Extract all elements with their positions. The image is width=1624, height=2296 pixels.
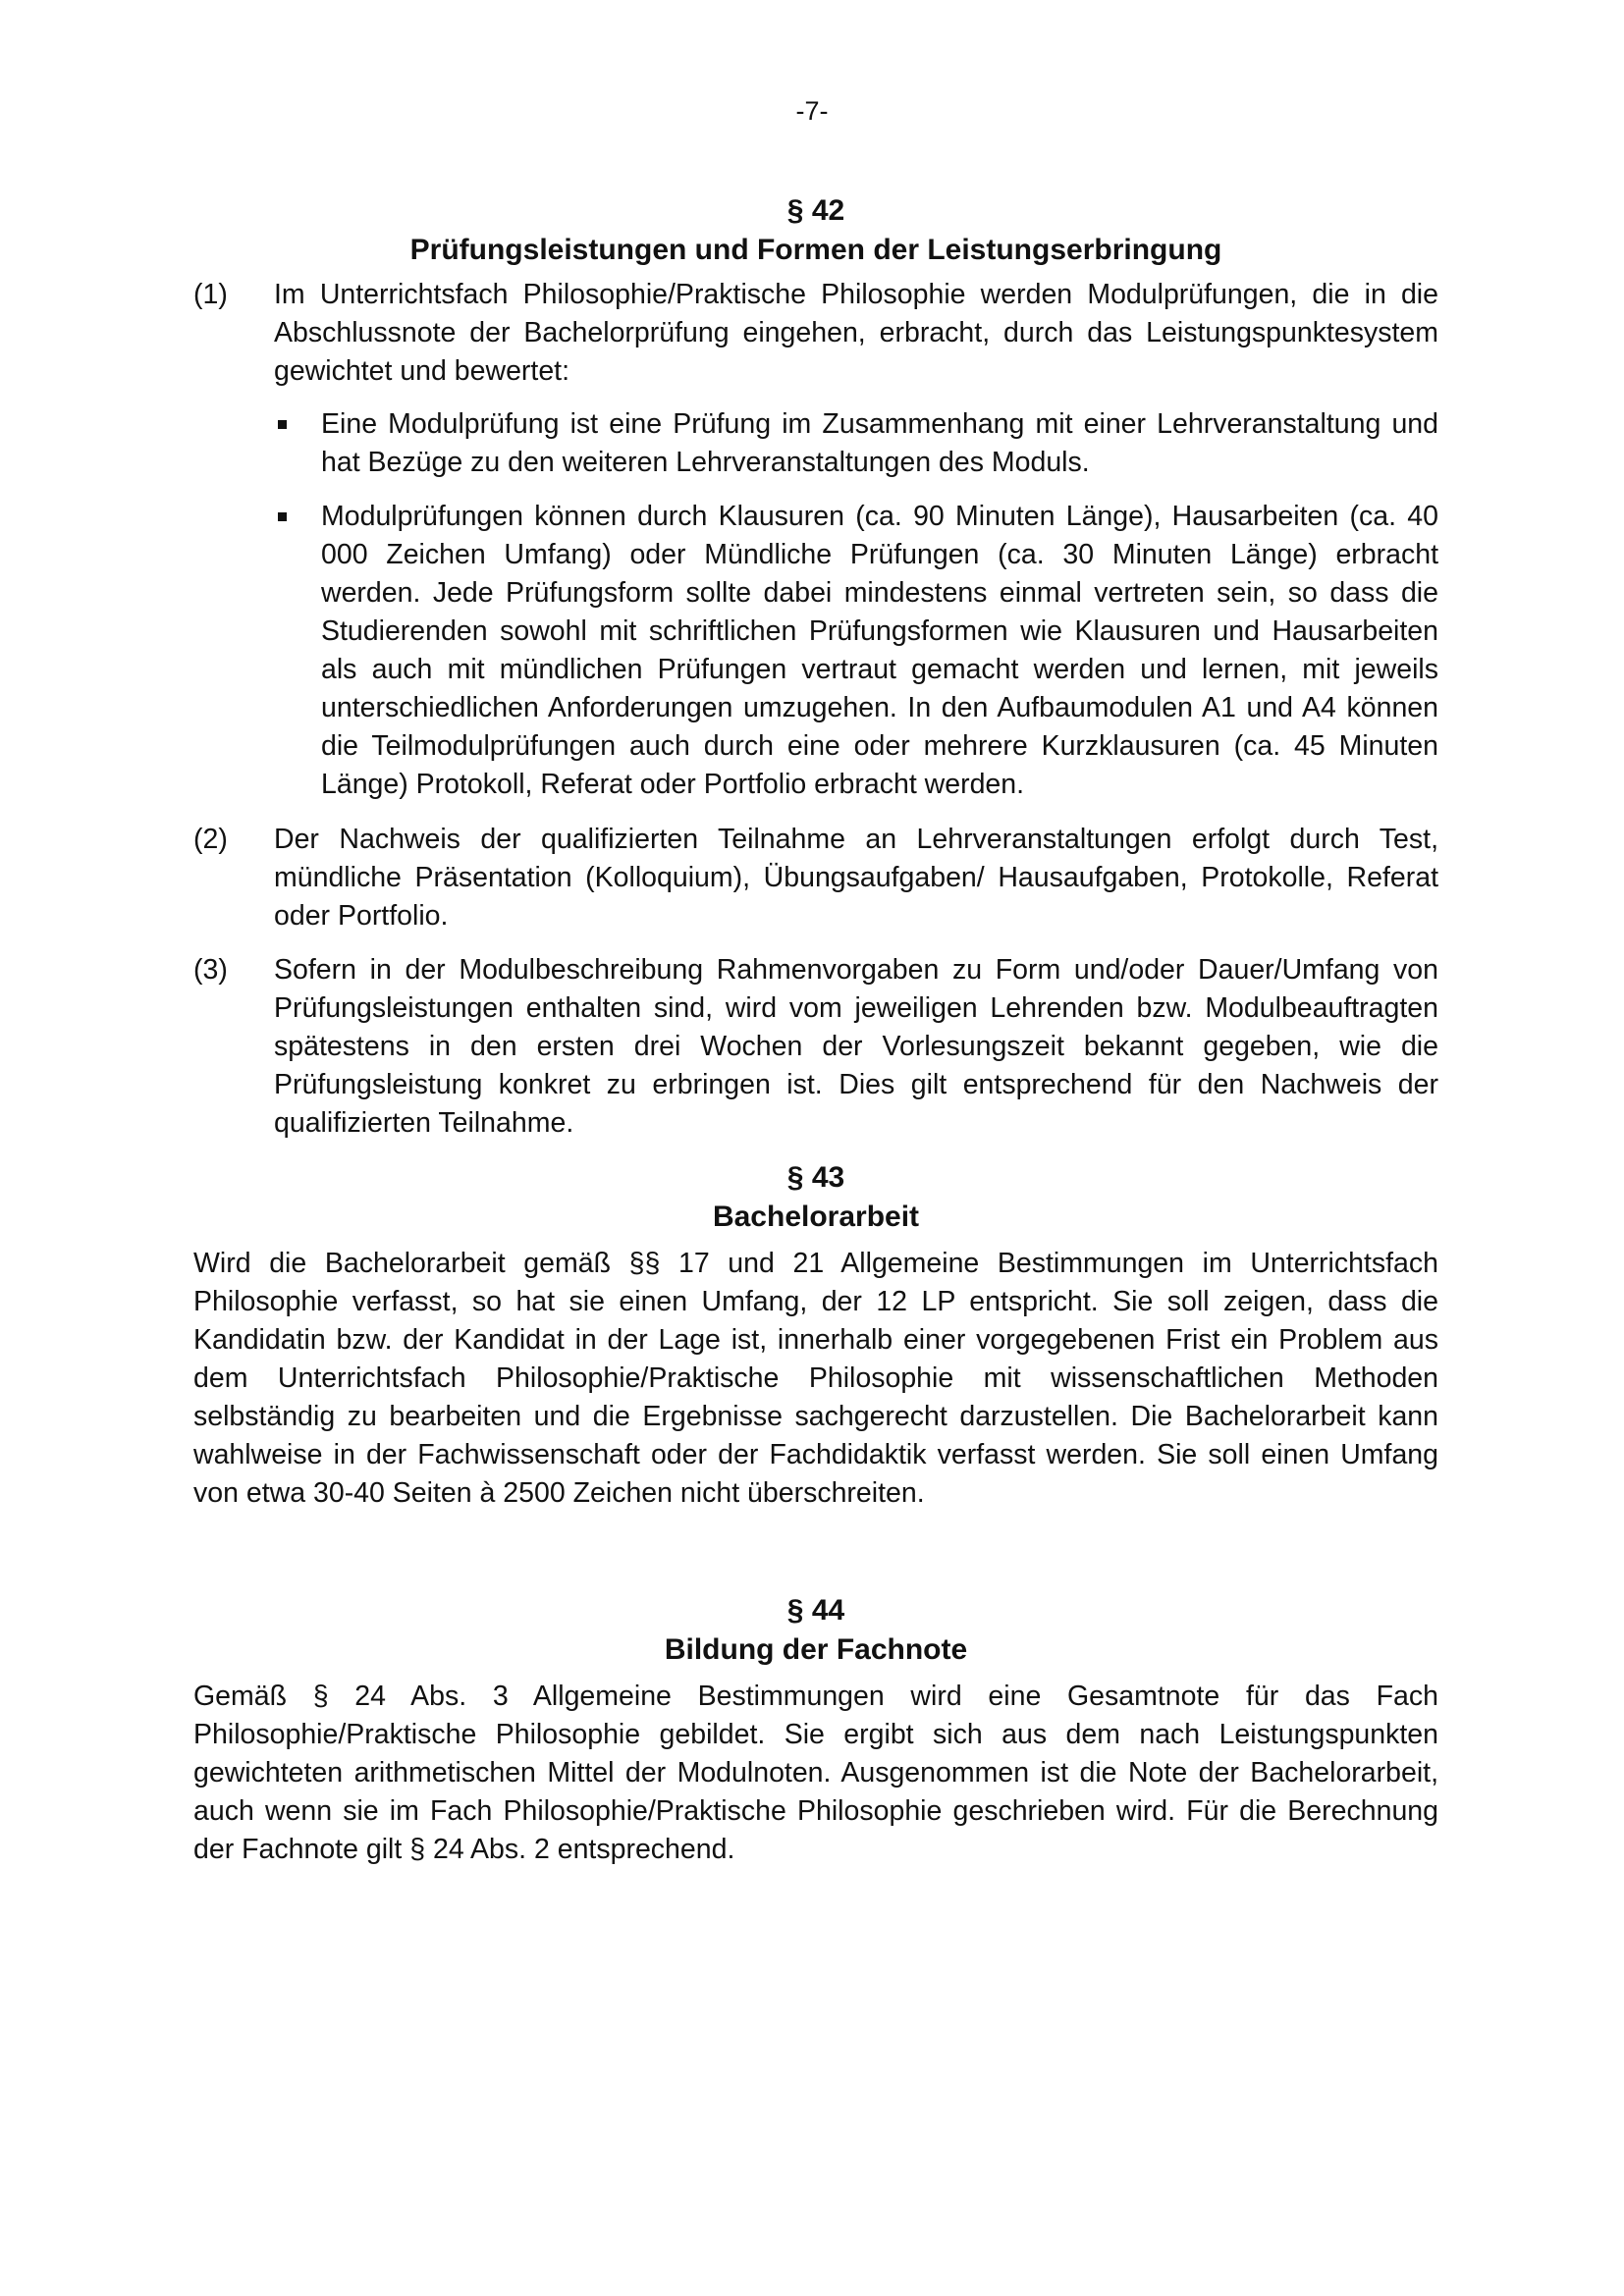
paragraph-number: (3) (193, 954, 228, 986)
section-43-text: Wird die Bachelorarbeit gemäß §§ 17 und 21 Allgemeine Bestimmungen im Unterrichtsfach Philosophie verfasst, so hat sie einen Umfang, der 12 LP entspricht. Sie soll zeigen, dass die Kandidatin bzw. der Kandidat in der Lage ist, innerhalb einer vorgegebenen Frist ein Problem aus dem Unterrichtsfach Philosophie/Praktische Philosophie mit wissenschaftlichen Methoden selbständig zu bearbeiten und die Ergebnisse sachgerecht darzustellen. Die Bachelorarbeit kann wahlweise in der Fachwissenschaft oder der Fachdidaktik verfasst werden. Sie soll einen Umfang von etwa 30-40 Seiten à 2500 Zeichen nicht überschreiten. (193, 1248, 1438, 1509)
section-44-number: § 44 (786, 1594, 845, 1627)
section-42-paragraph-3 (193, 951, 1438, 1143)
list-item (274, 405, 1438, 482)
paragraph-number: (2) (193, 824, 228, 855)
list-item (274, 498, 1438, 804)
section-44 (193, 1591, 1438, 1869)
section-43 (193, 1158, 1438, 1513)
section-42-title: Prüfungsleistungen und Formen der Leistungserbringung (409, 234, 1222, 266)
section-44-title: Bildung der Fachnote (664, 1633, 968, 1666)
paragraph-text: Sofern in der Modulbeschreibung Rahmenvorgaben zu Form und/oder Dauer/Umfang von Prüfungsleistungen enthalten sind, wird vom jeweiligen Lehrenden bzw. Modulbeauftragten spätestens in den ersten drei Wochen der Vorlesungszeit bekannt gegeben, wie die Prüfungsleistung konkret zu erbringen ist. Dies gilt entsprechend für den Nachweis der qualifizierten Teilnahme. (274, 954, 1438, 1139)
section-42 (193, 191, 1438, 1143)
section-42-number: § 42 (786, 194, 845, 227)
paragraph-text: Der Nachweis der qualifizierten Teilnahme an Lehrveranstaltungen erfolgt durch Test, mündliche Präsentation (Kolloquium), Übungsaufgaben/ Hausaufgaben, Protokolle, Referat oder Portfolio. (274, 824, 1438, 932)
paragraph-body (274, 276, 1438, 820)
section-42-paragraph-1 (193, 276, 1438, 820)
square-bullet-icon (274, 405, 321, 482)
section-43-number: § 43 (786, 1161, 845, 1194)
paragraph-number: (1) (193, 279, 228, 310)
list-item-text: Eine Modulprüfung ist eine Prüfung im Zusammenhang mit einer Lehrveranstaltung und hat Bezüge zu den weiteren Lehrveranstaltungen des Moduls. (321, 408, 1438, 478)
section-42-paragraph-2 (193, 821, 1438, 935)
section-43-title: Bachelorarbeit (712, 1201, 920, 1233)
list-item-text: Modulprüfungen können durch Klausuren (ca. 90 Minuten Länge), Hausarbeiten (ca. 40 000 Zeichen Umfang) oder Mündliche Prüfungen (ca. 30 Minuten Länge) erbracht werden. Jede Prüfungsform sollte dabei mindestens einmal vertreten sein, so dass die Studierenden sowohl mit schriftlichen Prüfungsformen wie Klausuren und Hausarbeiten als auch mit mündlichen Prüfungen vertraut gemacht werden und lernen, mit jeweils unterschiedlichen Anforderungen umzugehen. In den Aufbaumodulen A1 und A4 können die Teilmodulprüfungen auch durch eine oder mehrere Kurzklausuren (ca. 45 Minuten Länge) Protokoll, Referat oder Portfolio erbracht werden. (321, 501, 1438, 800)
page-content (193, 191, 1438, 1869)
page-number: -7- (795, 96, 829, 126)
paragraph-text: Im Unterrichtsfach Philosophie/Praktische Philosophie werden Modulprüfungen, die in die Abschlussnote der Bachelorprüfung eingehen, erbracht, durch das Leistungspunktesystem gewichtet und bewertet: (274, 279, 1438, 387)
bullet-list (274, 405, 1438, 804)
section-44-text: Gemäß § 24 Abs. 3 Allgemeine Bestimmungen wird eine Gesamtnote für das Fach Philosophie/Praktische Philosophie gebildet. Sie ergibt sich aus dem nach Leistungspunkten gewichteten arithmetischen Mittel der Modulnoten. Ausgenommen ist die Note der Bachelorarbeit, auch wenn sie im Fach Philosophie/Praktische Philosophie geschrieben wird. Für die Berechnung der Fachnote gilt § 24 Abs. 2 entsprechend. (193, 1681, 1438, 1865)
square-bullet-icon (274, 498, 321, 804)
